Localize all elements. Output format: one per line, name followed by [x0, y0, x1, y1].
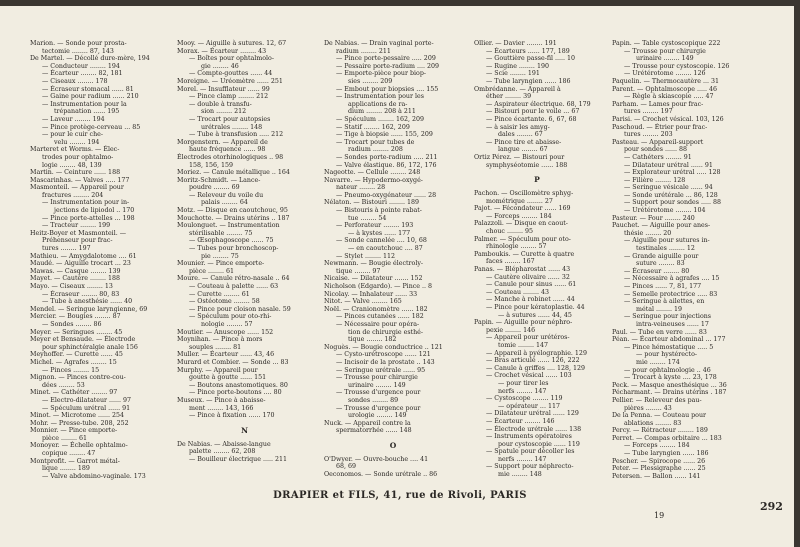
index-entry: Montprofit. — Garrot métal- — [30, 457, 120, 465]
index-entry: copique ........ 47 — [42, 450, 96, 458]
index-entry: — Œsophagoscope ...... 75 — [189, 237, 274, 245]
index-entry: — Cautère olivaire ...... 32 — [486, 273, 570, 281]
index-entry: — Pince écartante. 6, 67, 68 — [486, 115, 577, 123]
index-entry: Papin. — Table cystoscopique 222 — [612, 40, 721, 47]
index-entry: — Couteau ........ 43 — [486, 288, 550, 296]
index-entry: — Trousse pour cystoscopie. 126 — [624, 62, 730, 70]
index-entry: — Ciseaux ........ 178 — [42, 77, 108, 85]
index-entry: — Instrumentation pour les — [336, 93, 424, 101]
index-entry: — Compte-gouttes ...... 44 — [189, 70, 273, 78]
index-entry: — Trousse pour chirurgie — [336, 374, 418, 382]
index-entry: poudre ........ 69 — [189, 184, 240, 192]
index-entry: — Tube laryngien ...... 186 — [486, 77, 571, 85]
page-number: 292 — [760, 500, 783, 513]
index-entry: symphyséotomie ...... 188 — [486, 161, 568, 169]
index-entry: Ortiz Pérez. — Bistouri pour — [474, 153, 565, 161]
index-entry: Pasteau. — Appareil-support — [612, 138, 704, 146]
index-entry: thésie ........ 20 — [624, 229, 672, 237]
index-entry: — Sondes porte-radium ..... 211 — [336, 153, 438, 161]
index-entry: — Forceps ........ 184 — [486, 212, 552, 220]
index-entry: — Pince porte-pessaire ..... 209 — [336, 55, 436, 63]
index-entry: — Curette ........ 61 — [189, 290, 250, 298]
index-entry: — Pince tire et abaisse- — [486, 138, 562, 146]
index-entry: De Nabias. — Abaisse-langue — [177, 440, 271, 448]
index-entry: Newmann. — Bougie électroly- — [324, 260, 424, 268]
index-entry: — Bistouri pour le voile ... 67 — [486, 108, 580, 116]
index-entry: Nageotte. — Cellule ........ 248 — [324, 169, 421, 177]
index-entry: 158, 156, 159 — [189, 161, 234, 169]
index-entry: Moreigne. — Uréomètre ...... 251 — [177, 77, 283, 85]
index-entry: urétrales ........ 148 — [201, 123, 263, 131]
index-entry: Mathieu. — Amygdalotome .... 61 — [30, 252, 137, 260]
index-entry: métal ........ 19 — [636, 305, 683, 313]
index-entry: — Trocart à kyste .... 23, 178 — [624, 374, 717, 382]
index-entry: Nicholson (Edgardo). — Pince .. 8 — [324, 283, 433, 290]
index-entry: Pamboukis. — Curette à quatre — [474, 250, 575, 258]
index-entry: — Laveur ........ 194 — [42, 115, 105, 123]
index-entry: — Spéculum pour oto-rhi- — [189, 313, 272, 321]
index-entry: pour sondes ...... 88 — [624, 146, 687, 154]
index-entry: Péan. — Écarteur abdominal ... 177 — [612, 336, 726, 344]
letter-heading: P — [534, 175, 540, 185]
index-entry: Noël. — Cranionomètre ...... 182 — [324, 305, 428, 313]
index-entry: — Seringue à ailettes, en — [624, 298, 705, 306]
publisher-footer: DRAPIER et FILS, 41, rue de Rivoli, PARIS — [273, 490, 527, 501]
index-entry: Perret. — Compas orbitaire ... 183 — [612, 434, 722, 442]
index-entry: sondes ........ 89 — [348, 396, 399, 404]
index-entry: — Electro-dilatateur ...... 97 — [42, 396, 132, 404]
index-entry: Martin. — Ceinture ...... 188 — [30, 169, 121, 177]
index-entry: De la Penna. — Couteau pour — [612, 412, 707, 420]
index-entry: Navarre. — Hypodermo-oxygé- — [324, 176, 423, 184]
index-entry: — Trocart pour tubes de — [336, 138, 415, 146]
index-entry: — en caoutchouc .... 87 — [348, 245, 423, 253]
index-entry: tomie ........ 147 — [498, 341, 549, 349]
index-entry: Palazzoli. — Disque en caout- — [474, 220, 568, 228]
index-entry: palette ........ 62, 208 — [189, 448, 256, 456]
index-entry: Nicaise. — Dilatateur ....... 152 — [324, 275, 423, 283]
index-entry: ablations ........ 83 — [624, 419, 682, 427]
index-entry: Mounier. — Pince emporte- — [177, 260, 265, 268]
index-entry: Ollier. — Davier ........ 191 — [474, 40, 557, 47]
index-entry: tures ........ 197 — [42, 245, 91, 253]
index-entry: Mayo. — Ciseaux ........ 13 — [30, 283, 113, 290]
index-entry: Palmer. — Spéculum pour oto- — [474, 235, 571, 243]
index-entry: fractures ........ 204 — [42, 191, 104, 199]
index-entry: sies ........ 209 — [348, 77, 393, 85]
index-entry: — Tube à anesthésie ...... 40 — [42, 298, 133, 306]
index-entry: — Appareil pour urétéros- — [486, 334, 570, 342]
index-entry: De Martel. — Décollé dure-mère, 194 — [30, 55, 150, 63]
index-entry: — Aspirateur électrique. 68, 179 — [486, 100, 591, 108]
index-entry: — pour hystérecto- — [636, 351, 698, 359]
index-entry: Morel. — Insufflateur ...... 99 — [177, 85, 270, 93]
index-entry: Monnier. — Pince emporte- — [30, 427, 118, 435]
index-entry: Muller. — Écarteur ...... 43, 46 — [177, 351, 275, 359]
scan-edge-top — [0, 0, 800, 6]
index-entry: Mohr. — Presse-tube. 208, 252 — [30, 419, 129, 427]
index-entry: Nélaton. — Bistouri ........ 189 — [324, 199, 419, 207]
index-entry: — à sutures ...... 44, 45 — [498, 311, 572, 319]
index-entry: — Sondes ........ 86 — [42, 320, 102, 328]
index-entry: pièce ........ 61 — [189, 267, 235, 275]
index-entry: Mawas. — Casque ........ 139 — [30, 267, 121, 275]
index-entry: chouc ........ 95 — [486, 228, 533, 236]
index-entry: Pachon. — Oscillomètre sphyg- — [474, 190, 574, 198]
index-entry: 68, 69 — [336, 463, 357, 471]
index-entry: Marteret et Worms. — Élec- — [30, 146, 120, 154]
index-entry: — Dilatateur urétral ...... 129 — [486, 410, 579, 418]
index-entry: Percy. — Rétracteur ........ 189 — [612, 427, 708, 435]
index-entry: — Aiguille pour sutures in- — [624, 237, 710, 245]
index-entry: — Écarteur ........ 146 — [486, 417, 555, 425]
index-entry: souples ........ 81 — [189, 343, 242, 351]
index-entry: sion ........ 212 — [201, 108, 247, 116]
letter-heading: N — [241, 425, 248, 435]
index-entry: Paschoud. — Étrier pour frac- — [612, 123, 708, 131]
index-entry: radium ........ 211 — [336, 47, 391, 55]
index-entry: Nitot. — Valve ........ 165 — [324, 298, 402, 306]
index-entry: — Scie ........ 191 — [486, 70, 540, 78]
index-entry: — Cathéters ........ 91 — [624, 153, 692, 161]
index-entry: trépanation ...... 195 — [54, 108, 120, 116]
index-entry: ment ........ 143, 166 — [189, 404, 254, 412]
index-entry: — Crochet vésical ...... 103 — [486, 372, 572, 380]
index-entry: Masmonteil. — Appareil pour — [30, 184, 124, 192]
index-entry: spermatorrhée ...... 148 — [336, 427, 412, 435]
index-entry: Meyer et Bensaude. — Électrode — [30, 336, 136, 344]
index-entry: Papin. — Aiguille pour néphro- — [474, 319, 573, 327]
index-entry: — Écraseur ........ 80 — [624, 267, 690, 275]
index-column-5 — [612, 40, 740, 480]
index-entry: — Électrode urétrale ...... 138 — [486, 425, 582, 433]
index-entry: Parisi. — Crochet vésical. 103, 126 — [612, 115, 724, 123]
index-entry: — Ostéotome ........ 58 — [189, 298, 260, 306]
index-entry: nologie ........ 57 — [201, 320, 253, 328]
index-entry: — Incisoir de la prostate .. 143 — [336, 358, 435, 366]
index-entry: Peck. — Masque anesthésique ... 36 — [612, 381, 727, 389]
index-entry: — Couteau à palette ...... 63 — [189, 283, 279, 290]
index-column-2 — [177, 40, 312, 480]
index-entry: — double à transfu- — [189, 100, 252, 108]
index-entry: mométrique ........ 27 — [486, 197, 553, 205]
index-entry: — Statif ........ 162, 209 — [336, 123, 410, 131]
index-entry: — Rugine ........ 190 — [486, 62, 549, 70]
index-entry: — Seringue pour injections — [624, 313, 712, 321]
index-entry: Mayet. — Cautère ........ 188 — [30, 275, 120, 283]
index-entry: gie ........ 46 — [201, 62, 239, 70]
index-entry: — Écarteur ........ 82, 181 — [42, 70, 123, 78]
index-entry: Mendel. — Seringue laryngienne, 69 — [30, 305, 148, 313]
index-entry: nateur ........ 28 — [336, 184, 386, 192]
index-entry: — Explorateur urétral ..... 128 — [624, 169, 721, 177]
index-entry: — pour tirer les — [498, 379, 549, 387]
index-entry: Museux. — Pince à abaisse- — [177, 396, 266, 404]
index-entry: Moutier. — Anuscope ...... 152 — [177, 328, 274, 336]
index-entry: urologie ........ 149 — [348, 412, 407, 420]
index-entry: — Boîtes pour ophtalmolo- — [189, 55, 274, 63]
index-entry: — Pince hémostatique ..... 5 — [624, 343, 714, 351]
index-entry: — Pinces ........ 15 — [42, 366, 100, 374]
index-entry: Noguès. — Bougie conductrice .. 121 — [324, 343, 443, 351]
index-entry: — Conducteur ........ 194 — [42, 62, 120, 70]
index-entry: — Releveur du voile du — [189, 191, 264, 199]
index-entry: — Trocart pour autopsies — [189, 115, 271, 123]
index-entry: — Tubes pour bronchoscop- — [189, 245, 279, 253]
index-entry: — Trousse pour chirurgie — [624, 47, 706, 55]
index-entry: — Embout pour biopsies .... 155 — [336, 85, 439, 93]
index-entry: — Écraseur stomacal ...... 81 — [42, 85, 134, 93]
index-column-4 — [474, 40, 600, 480]
index-entry: — Boutons anastomotiques. 80 — [189, 381, 288, 389]
index-entry: goutte à goutte ...... 151 — [189, 374, 267, 382]
index-entry: — à kystes ...... 177 — [348, 229, 411, 237]
index-entry: tion de chirurgie esthé- — [348, 328, 423, 336]
index-entry: dées ........ 53 — [42, 381, 85, 389]
index-entry: — Seringue urétrale ...... 95 — [336, 366, 426, 374]
index-entry: radium ........ 208 — [348, 146, 403, 154]
index-entry: — Dilatateur urétral ...... 91 — [624, 161, 713, 169]
index-entry: Pescher. — Spirocope ...... 26 — [612, 457, 706, 465]
index-entry: — Perforateur ........ 193 — [336, 222, 414, 230]
index-entry: tue ........ 54 — [348, 214, 387, 222]
index-entry: — Support pour sondes ..... 88 — [624, 199, 722, 207]
index-entry: Murphy. — Appareil pour — [177, 366, 258, 374]
index-entry: Morgenstern. — Appareil de — [177, 138, 268, 146]
index-entry: testinales ........ 12 — [636, 245, 695, 253]
index-entry: Mouchotte. — Drains utérins .. 187 — [177, 214, 290, 222]
index-entry: Peter. — Plessigraphe ...... 25 — [612, 465, 706, 473]
index-entry: — Pince porte-boutons .... 80 — [189, 389, 282, 397]
index-entry: Pauchet. — Aiguille pour anes- — [612, 222, 711, 230]
index-entry: Moritz-Schmidt. — Lance- — [177, 176, 261, 184]
index-entry: pour sphinctéralgie anale 156 — [42, 343, 138, 351]
index-entry: tique ........ 97 — [336, 267, 381, 275]
index-entry: — Spéculum ........ 162, 209 — [336, 115, 425, 123]
index-entry: — Valve abdomino-vaginale. 173 — [42, 472, 146, 480]
index-entry: Michel. — Agrafes ........ 15 — [30, 358, 117, 366]
index-entry: — Trousse d'urgence pour — [336, 404, 421, 412]
index-entry: — Tige à biopsie ...... 155, 209 — [336, 131, 433, 139]
index-entry: palais ........ 64 — [201, 199, 248, 207]
index-entry: Panas. — Blépharostat ...... 43 — [474, 266, 571, 274]
index-entry: — Cysto-urétroscope ...... 121 — [336, 351, 431, 359]
index-entry: — Cystoscope ........ 119 — [486, 395, 563, 403]
index-entry: — Valve élastique. 86, 172, 176 — [336, 161, 437, 169]
index-entry: — Sonde cannelée .... 10, 68 — [336, 237, 427, 245]
index-entry: — Trousse d'urgence pour — [336, 389, 421, 397]
index-entry: nerfs ........ 147 — [498, 455, 547, 463]
index-entry: Maudé. — Aiguille trocart ... 23 — [30, 260, 131, 268]
index-entry: velu ........ 194 — [54, 138, 100, 146]
index-entry: langue ........ 67 — [498, 146, 548, 154]
index-entry: urinaire ........ 149 — [636, 55, 694, 63]
index-entry: intra-veineuses ...... 17 — [636, 320, 709, 328]
index-entry: urinaire ........ 149 — [348, 381, 406, 389]
index-entry: trodes pour ophtalmo- — [42, 153, 114, 161]
index-entry: — opérateur ... 117 — [498, 402, 560, 410]
index-entry: — pour le cuir che- — [42, 131, 103, 139]
index-entry: dium ........ 208 à 211 — [348, 108, 416, 116]
index-entry: — Spéculum urétral ...... 91 — [42, 404, 131, 412]
index-entry: Oeconomos. — Sonde urétrale .. 86 — [324, 471, 438, 479]
index-entry: jections de lipiodol .. 170 — [54, 207, 135, 215]
index-entry: — Manche à robinet ...... 44 — [486, 296, 575, 304]
index-entry: — Emporte-pièce pour biop- — [336, 70, 426, 78]
index-entry: Électrodes otorhinologiques .. 98 — [177, 153, 284, 161]
index-entry: — Tracteur ........ 199 — [42, 222, 111, 230]
index-entry: — Bras articulé ...... 126, 222 — [486, 357, 580, 365]
index-entry: stérilisable ........ 75 — [189, 229, 253, 237]
index-entry: Pellier. — Releveur des pau- — [612, 396, 702, 404]
index-entry: Morax. — Écarteur ........ 43 — [177, 47, 267, 55]
index-entry: — Seringue vésicale ...... 94 — [624, 184, 713, 192]
index-entry: — Écraseur ........ 80, 83 — [42, 290, 120, 298]
index-entry: — Instruments opératoires — [486, 433, 572, 441]
index-entry: pièce ........ 61 — [42, 434, 88, 442]
index-entry: — Pinces cutanées ...... 182 — [336, 313, 424, 321]
index-entry: haute fréquence ...... 98 — [189, 146, 266, 154]
index-entry: Meyer. — Seringues ........ 45 — [30, 328, 123, 336]
index-entry: Mignon. — Pinces contre-cou- — [30, 374, 126, 382]
index-entry: Préhenseur pour frac- — [42, 237, 113, 245]
index-entry: Moulonguet. — Instrumentation — [177, 222, 280, 230]
index-entry: O'Dwyer. — Ouvre-bouche .... 41 — [324, 455, 429, 463]
index-entry: — Pince à fixation ...... 170 — [189, 412, 275, 420]
index-entry: applications de ra- — [348, 100, 408, 108]
index-entry: Mascarinhas. — Valves ..... 177 — [30, 176, 130, 184]
index-entry: Petersen. — Ballon ...... 141 — [612, 472, 701, 480]
index-entry: — Pinces ...... 7, 81, 177 — [624, 283, 702, 290]
index-entry: Paquelin. — Thermocautère ... 31 — [612, 77, 720, 85]
index-entry: Motz. — Disque en caoutchouc, 95 — [177, 207, 288, 215]
index-entry: Monoyer. — Échelle ophtalmo- — [30, 442, 128, 450]
index-entry: — Canule à griffes .... 128, 129 — [486, 364, 586, 372]
index-entry: pie ........ 75 — [201, 252, 239, 260]
index-entry: Moure. — Canule rétro-nasale .. 64 — [177, 275, 290, 283]
index-entry: — Tube laryngien ...... 186 — [624, 450, 709, 458]
index-entry: Mercier. — Bougies ........ 87 — [30, 313, 121, 321]
index-entry: logie ........ 48, 139 — [42, 161, 102, 169]
index-entry: pières ........ 43 — [624, 404, 672, 412]
index-entry: — Nécessaire pour opéra- — [336, 320, 420, 328]
index-entry: faces ........ 167 — [486, 258, 535, 266]
index-entry: Minot. — Microtome ...... 254 — [30, 412, 124, 420]
index-entry: Minet. — Cathéter ........ 97 — [30, 389, 118, 397]
index-entry: Pécharmant. — Drains utérins . 187 — [612, 389, 727, 397]
index-entry: — Pince porte-attelles ... 198 — [42, 214, 135, 222]
index-entry: suture ........ 83 — [636, 260, 685, 268]
index-entry: tique ........ 182 — [348, 336, 397, 344]
index-entry: Moynihan. — Pince à mors — [177, 336, 263, 344]
index-entry: lique ........ 189 — [42, 465, 90, 473]
index-entry: pexie ........ 146 — [486, 326, 536, 334]
index-entry: — Tube à transfusion ..... 212 — [189, 131, 284, 139]
index-entry: — Grande aiguille pour — [624, 252, 699, 260]
index-entry: — Urétérotome ........ 104 — [624, 207, 706, 215]
index-entry: — Gouttière passe-fil ..... 10 — [486, 55, 576, 63]
index-entry: Ombrédanne. — Appareil à — [474, 85, 561, 93]
index-entry: — Instrumentation pour la — [42, 100, 127, 108]
index-columns — [30, 40, 800, 480]
index-entry: — Gaine pour radium ...... 210 — [42, 93, 139, 101]
index-entry: rhinologie ........ 57 — [486, 243, 547, 251]
index-entry: Mooy. — Aiguille à sutures. 12, 67 — [177, 40, 287, 47]
signature-number: 19 — [654, 511, 665, 520]
index-entry: — Pessaire porte-radium .... 209 — [336, 62, 440, 70]
index-entry: — Bouilleur électrique ..... 211 — [189, 455, 287, 463]
index-entry: — Stylet ........ 112 — [336, 252, 396, 260]
index-entry: tures ........ 203 — [624, 131, 673, 139]
index-entry: Pajot. — Fécondateur ...... 169 — [474, 205, 571, 213]
index-entry: Parham. — Lames pour frac- — [612, 100, 704, 108]
index-entry: — Urétérotome ........ 126 — [624, 70, 706, 78]
index-entry: — Canule pour sinus ...... 61 — [486, 281, 577, 289]
index-entry: Marion. — Sonde pour prosta- — [30, 40, 127, 47]
index-column-3 — [324, 40, 462, 480]
index-entry: nerfs ........ 147 — [498, 387, 547, 395]
index-entry: — Instrumentation pour in- — [42, 199, 130, 207]
index-entry: dales ........ 67 — [498, 131, 543, 139]
index-entry: tures ........ 197 — [624, 108, 673, 116]
index-entry: tectomie ........ 87, 143 — [42, 47, 114, 55]
index-entry: mie ........ 148 — [498, 471, 542, 479]
index-entry: Nicolay. — Inhalateur ...... 33 — [324, 290, 418, 298]
index-entry: — pour ophtalmologie .. 46 — [624, 366, 711, 374]
index-entry: De Nabias. — Drain vaginal porte- — [324, 40, 434, 47]
index-entry: — Pneumo-oxygénateur ...... 28 — [336, 191, 437, 199]
index-column-1 — [30, 40, 165, 480]
index-entry: — à saisir les amyg- — [486, 123, 550, 131]
index-entry: — Bistouris à pointe rabat- — [336, 207, 422, 215]
index-entry: — Pince pour kératoplastie. 44 — [486, 304, 585, 311]
index-entry: — Pince pour cloison nasale. 59 — [189, 305, 291, 313]
index-entry: pour cystoscopie ...... 119 — [498, 440, 580, 448]
index-entry: — Support pour néphrecto- — [486, 463, 574, 471]
index-entry: — Sonde urétérale ... 86, 128 — [624, 191, 718, 199]
index-entry: Murard et Combier. — Sonde ... 83 — [177, 358, 289, 366]
index-entry: — Semelle protectrice ..... 83 — [624, 290, 718, 298]
index-entry: — Filière ........ 128 — [624, 176, 686, 184]
index-entry: — Appareil à pyélographie. 129 — [486, 349, 587, 357]
index-entry: — Règle à skiascopie ..... 47 — [624, 93, 714, 101]
index-entry: Moriez. — Canule métallique .. 164 — [177, 169, 290, 177]
index-entry: — Pince clamp ........ 212 — [189, 93, 269, 101]
index-entry: — Forceps ........ 184 — [624, 442, 690, 450]
index-entry: mie ........ 174 — [636, 358, 680, 366]
index-entry: Paul. — Tube en verre ...... 83 — [612, 328, 707, 336]
index-entry: éther ........ 39 — [486, 93, 532, 101]
index-entry: Heitz-Boyer et Masmonteil. — — [30, 229, 127, 237]
index-entry: Pasteur. — Four ........ 240 — [612, 214, 695, 222]
index-entry: — Nécessaire à agrafes .... 15 — [624, 275, 720, 283]
index-entry: — Pince protège-cerveau ... 85 — [42, 123, 141, 131]
letter-heading: O — [389, 440, 397, 450]
index-entry: Parent. — Ophtalmoscope ..... 46 — [612, 85, 717, 93]
index-entry: Meyhoffer. — Curette ...... 45 — [30, 351, 123, 359]
index-entry: — Écarteurs ...... 177, 189 — [486, 47, 570, 55]
index-entry: Nuck. — Appareil contre la — [324, 419, 411, 427]
index-entry: — Spatule pour décoller les — [486, 448, 575, 456]
